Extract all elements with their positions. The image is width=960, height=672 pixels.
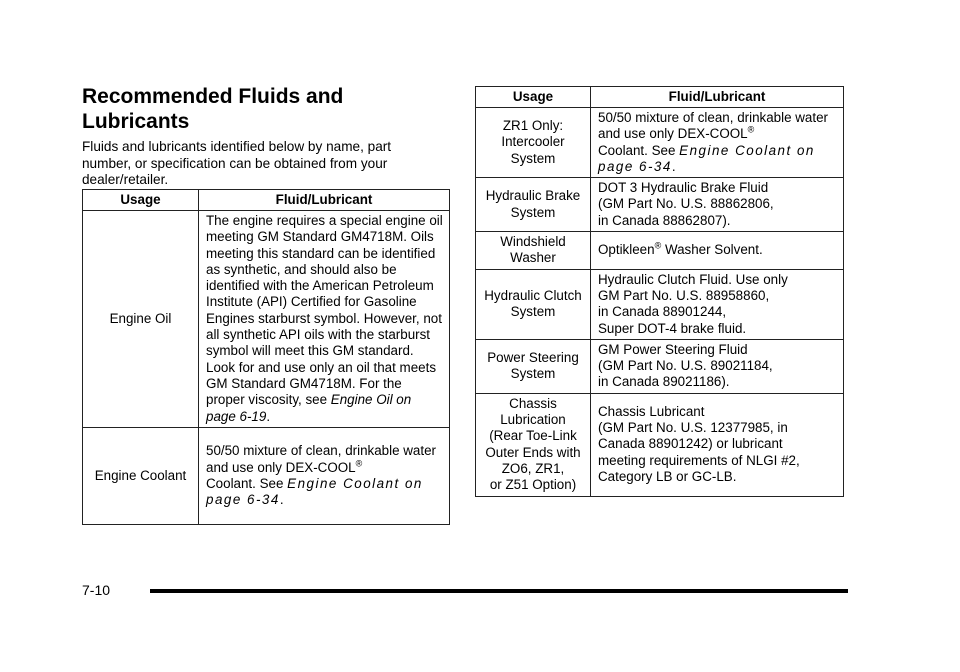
fluid-header: Fluid/Lubricant [199, 190, 450, 211]
table-row [476, 269, 844, 339]
usage-cell: Hydraulic Brake System [476, 178, 591, 232]
fluid-text: The engine requires a special engine oil meeting GM Standard GM4718M. Oils meeting this standard can be identified as synthetic, and should also be identified with the American Petroleum Institute (API) Certified for Gasoline Engines starburst symbol. However, not all synthetic API oils with the starburst symbol will meet this GM standard. Look for and use only an oil that meets GM Standard GM4718M. For the proper viscosity, see [206, 213, 443, 408]
fluid-cell [591, 108, 844, 178]
fluid-text: 50/50 mixture of clean, drinkable water and use only DEX-COOL [598, 110, 828, 142]
punctuation: . [671, 158, 676, 174]
section-heading: Recommended Fluids and Lubricants [82, 85, 344, 133]
intro-paragraph: Fluids and lubricants identified below by name, part number, or specification can be obtained from your dealer/retailer. [82, 139, 392, 187]
fluids-table-left [82, 189, 450, 525]
cross-reference-link[interactable]: Engine Oil on page 6-19 [206, 392, 412, 424]
usage-cell: Engine Coolant [83, 427, 199, 524]
table-row [83, 211, 450, 428]
registered-mark: ® [654, 240, 662, 251]
usage-cell: Windshield Washer [476, 232, 591, 270]
fluid-cell [199, 427, 450, 524]
usage-cell: Chassis Lubrication (Rear Toe-Link Outer Ends with ZO6, ZR1, or Z51 Option) [476, 393, 591, 496]
table-header-row [476, 87, 844, 108]
usage-cell: ZR1 Only: Intercooler System [476, 108, 591, 178]
fluid-cell [591, 232, 844, 270]
table-row [476, 393, 844, 496]
fluid-text: Washer Solvent. [661, 242, 763, 258]
cross-reference-link[interactable]: Engine Coolant on page 6-34 [598, 142, 815, 174]
fluids-table-right [475, 86, 844, 497]
table-row [476, 339, 844, 393]
usage-cell: Engine Oil [83, 211, 199, 428]
table-row [83, 427, 450, 524]
footer-rule [150, 589, 848, 593]
registered-mark: ® [355, 458, 363, 469]
punctuation: . [279, 492, 284, 508]
fluid-cell: Hydraulic Clutch Fluid. Use only GM Part No. U.S. 88958860, in Canada 88901244, Super DOT-4 brake fluid. [591, 269, 844, 339]
fluid-cell: Chassis Lubricant (GM Part No. U.S. 12377985, in Canada 88901242) or lubricant meeting requirements of NLGI #2, Category LB or GC-LB. [591, 393, 844, 496]
usage-header: Usage [83, 190, 199, 211]
fluid-cell [199, 211, 450, 428]
fluid-cell: GM Power Steering Fluid (GM Part No. U.S. 89021184, in Canada 89021186). [591, 339, 844, 393]
usage-cell: Hydraulic Clutch System [476, 269, 591, 339]
usage-header: Usage [476, 87, 591, 108]
fluid-text: Coolant. See [206, 475, 284, 491]
table-row [476, 108, 844, 178]
fluid-text: Optikleen [598, 242, 655, 258]
table-row [476, 178, 844, 232]
fluid-cell: DOT 3 Hydraulic Brake Fluid (GM Part No. U.S. 88862806, in Canada 88862807). [591, 178, 844, 232]
fluid-header: Fluid/Lubricant [591, 87, 844, 108]
fluid-text: 50/50 mixture of clean, drinkable water and use only DEX-COOL [206, 443, 436, 475]
usage-cell: Power Steering System [476, 339, 591, 393]
fluid-text: Coolant. See [598, 142, 676, 158]
table-row [476, 232, 844, 270]
page-number: 7-10 [82, 582, 111, 598]
table-header-row [83, 190, 450, 211]
punctuation: . [266, 408, 271, 424]
registered-mark: ® [747, 124, 755, 135]
cross-reference-link[interactable]: Engine Coolant on page 6-34 [206, 475, 423, 508]
